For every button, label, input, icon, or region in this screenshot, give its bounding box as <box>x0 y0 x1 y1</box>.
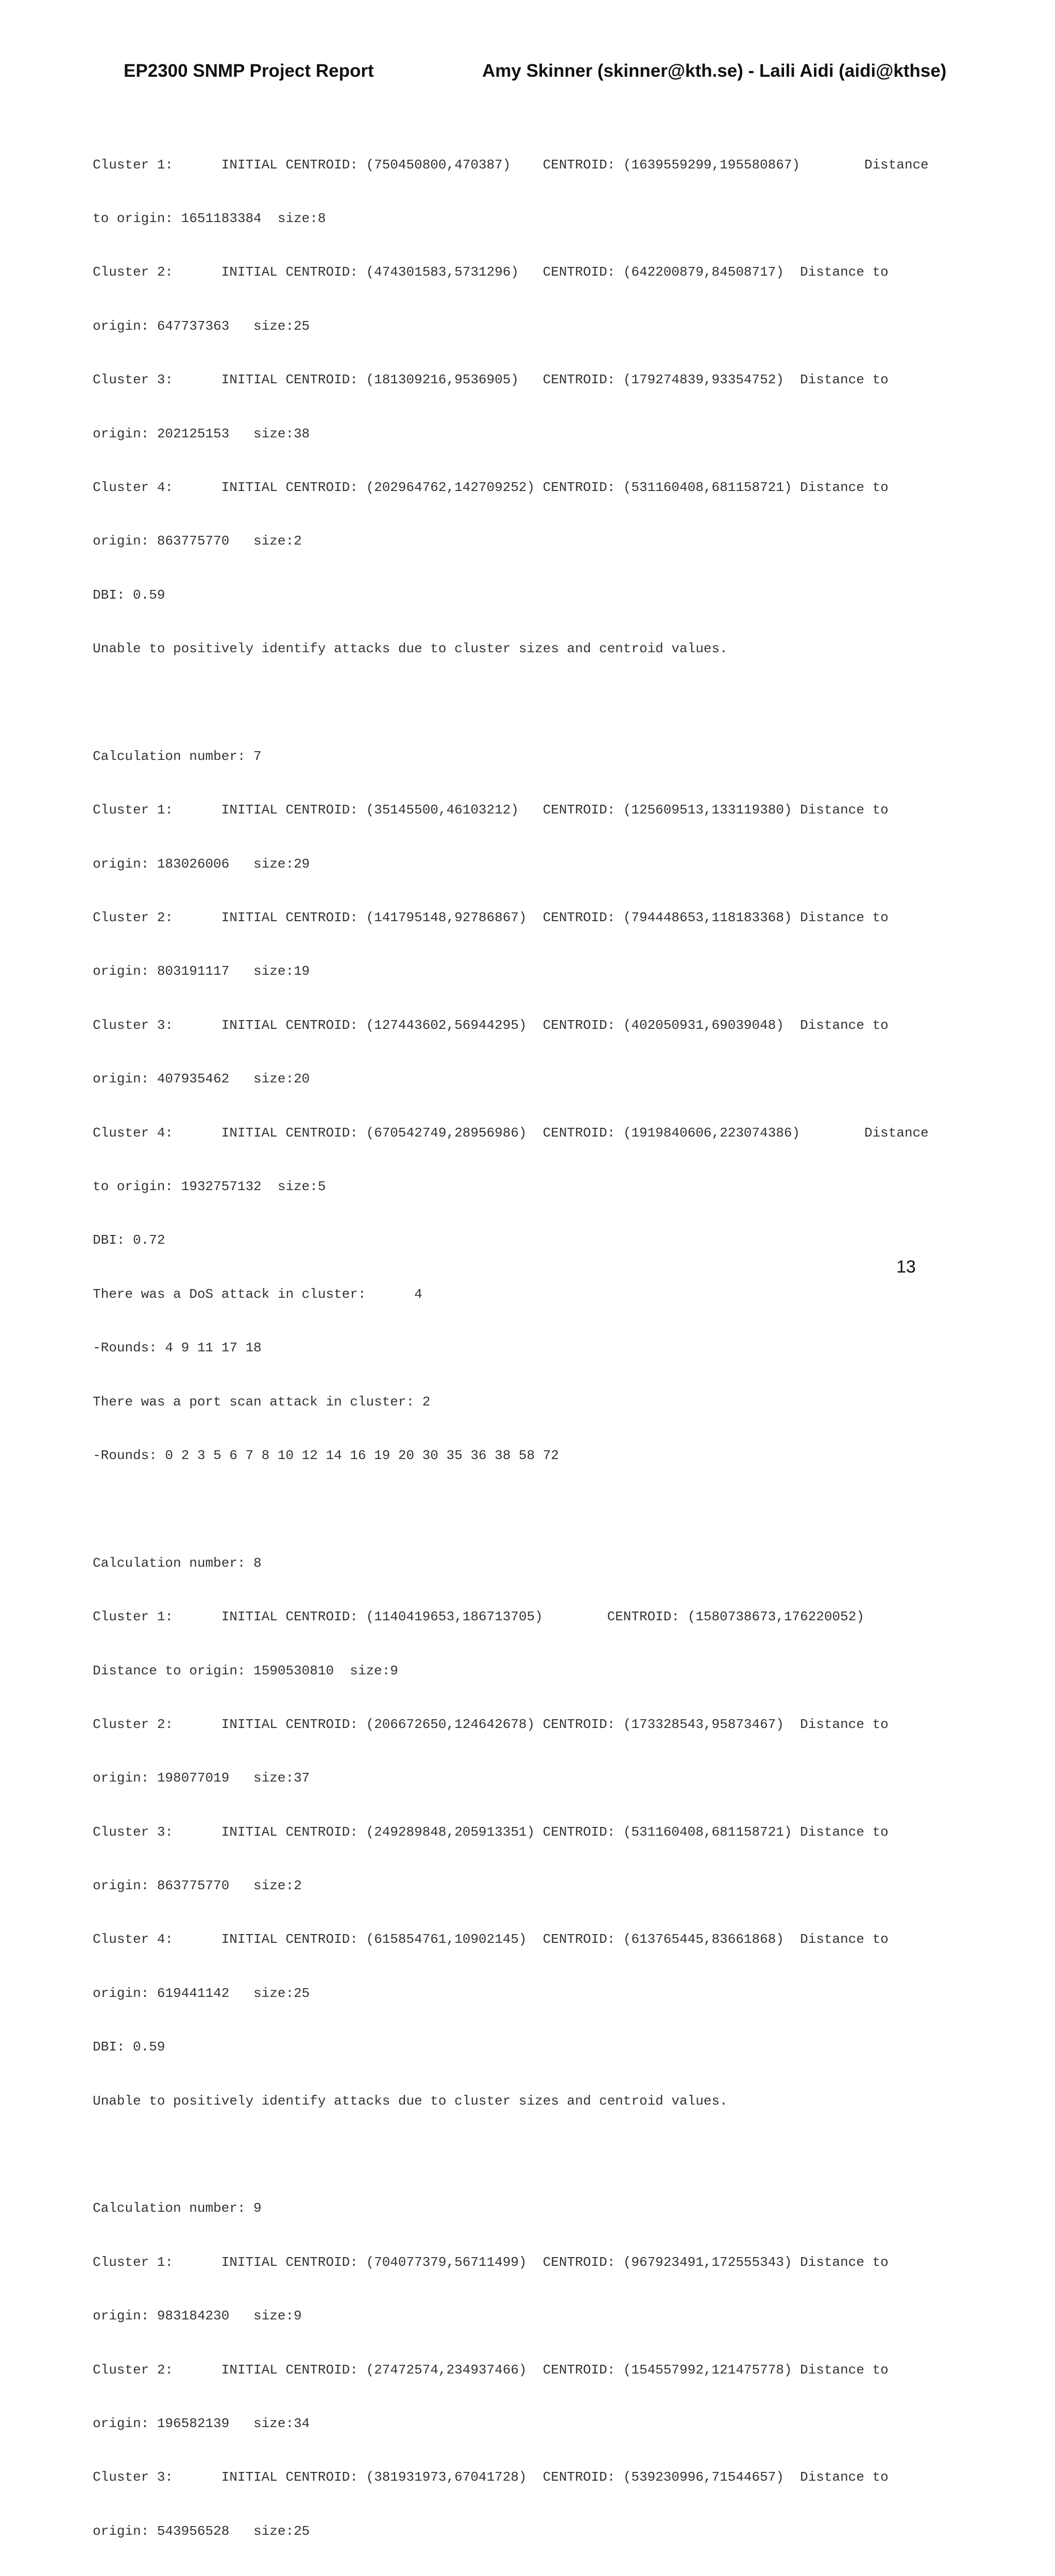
output-line: Unable to positively identify attacks due to cluster sizes and centroid values. <box>93 2093 728 2109</box>
output-line: Cluster 2: INITIAL CENTROID: (27472574,234937466) CENTROID: (154557992,121475778) Distance to <box>93 2362 889 2378</box>
output-line: origin: 803191117 size:19 <box>93 963 310 979</box>
report-authors: Amy Skinner (skinner@kth.se) - Laili Aidi (aidi@kthse) <box>482 61 947 81</box>
output-line: Cluster 1: INITIAL CENTROID: (1140419653,186713705) CENTROID: (1580738673,176220052) <box>93 1609 864 1625</box>
report-title: EP2300 SNMP Project Report <box>124 61 374 81</box>
output-line: Unable to positively identify attacks due to cluster sizes and centroid values. <box>93 641 728 657</box>
output-line: origin: 183026006 size:29 <box>93 856 310 872</box>
output-line: -Rounds: 4 9 11 17 18 <box>93 1340 262 1356</box>
blank-line <box>93 2146 958 2164</box>
output-line: DBI: 0.72 <box>93 1232 165 1248</box>
output-line: Distance to origin: 1590530810 size:9 <box>93 1663 398 1679</box>
output-line: to origin: 1932757132 size:5 <box>93 1179 326 1195</box>
output-line: DBI: 0.59 <box>93 587 165 603</box>
output-line: Cluster 1: INITIAL CENTROID: (704077379,56711499) CENTROID: (967923491,172555343) Distance to <box>93 2254 889 2270</box>
output-line: Cluster 2: INITIAL CENTROID: (206672650,124642678) CENTROID: (173328543,95873467) Distance to <box>93 1716 889 1732</box>
output-line: origin: 202125153 size:38 <box>93 426 310 442</box>
output-line: -Rounds: 0 2 3 5 6 7 8 10 12 14 16 19 20 30 35 36 38 58 72 <box>93 1447 559 1463</box>
output-line: Cluster 4: INITIAL CENTROID: (670542749,28956986) CENTROID: (1919840606,223074386) Distance <box>93 1125 929 1141</box>
page-header <box>124 61 948 92</box>
output-line: Cluster 2: INITIAL CENTROID: (474301583,5731296) CENTROID: (642200879,84508717) Distance to <box>93 264 889 280</box>
output-line: origin: 196582139 size:34 <box>93 2416 310 2431</box>
output-line: Cluster 3: INITIAL CENTROID: (181309216,9536905) CENTROID: (179274839,93354752) Distance to <box>93 372 889 388</box>
output-line: origin: 983184230 size:9 <box>93 2308 302 2324</box>
output-line: Calculation number: 9 <box>93 2200 262 2216</box>
output-line: There was a port scan attack in cluster: 2 <box>93 1394 431 1410</box>
output-line: origin: 198077019 size:37 <box>93 1770 310 1786</box>
output-line: origin: 407935462 size:20 <box>93 1071 310 1087</box>
calculation-output <box>93 120 958 2576</box>
output-line: Cluster 1: INITIAL CENTROID: (750450800,470387) CENTROID: (1639559299,195580867) Distance <box>93 157 929 173</box>
page-number: 13 <box>896 1257 916 1277</box>
output-line: Cluster 3: INITIAL CENTROID: (381931973,67041728) CENTROID: (539230996,71544657) Distance to <box>93 2469 889 2485</box>
output-line: origin: 863775770 size:2 <box>93 1878 302 1894</box>
output-line: Calculation number: 8 <box>93 1555 262 1571</box>
output-line: origin: 863775770 size:2 <box>93 533 302 549</box>
output-line: origin: 647737363 size:25 <box>93 318 310 334</box>
output-line: to origin: 1651183384 size:8 <box>93 210 326 226</box>
output-line: DBI: 0.59 <box>93 2039 165 2055</box>
output-line: Calculation number: 7 <box>93 748 262 764</box>
output-line: Cluster 3: INITIAL CENTROID: (127443602,56944295) CENTROID: (402050931,69039048) Distance to <box>93 1017 889 1033</box>
blank-line <box>93 1500 958 1518</box>
blank-line <box>93 694 958 712</box>
output-line: Cluster 4: INITIAL CENTROID: (202964762,142709252) CENTROID: (531160408,681158721) Distance to <box>93 479 889 495</box>
output-line: origin: 543956528 size:25 <box>93 2523 310 2539</box>
output-line: Cluster 3: INITIAL CENTROID: (249289848,205913351) CENTROID: (531160408,681158721) Distance to <box>93 1824 889 1840</box>
output-line: Cluster 1: INITIAL CENTROID: (35145500,46103212) CENTROID: (125609513,133119380) Distance to <box>93 802 889 818</box>
output-line: Cluster 4: INITIAL CENTROID: (615854761,10902145) CENTROID: (613765445,83661868) Distance to <box>93 1931 889 1947</box>
output-line: origin: 619441142 size:25 <box>93 1985 310 2001</box>
output-line: There was a DoS attack in cluster: 4 <box>93 1286 422 1302</box>
output-line: Cluster 2: INITIAL CENTROID: (141795148,92786867) CENTROID: (794448653,118183368) Distance to <box>93 910 889 926</box>
